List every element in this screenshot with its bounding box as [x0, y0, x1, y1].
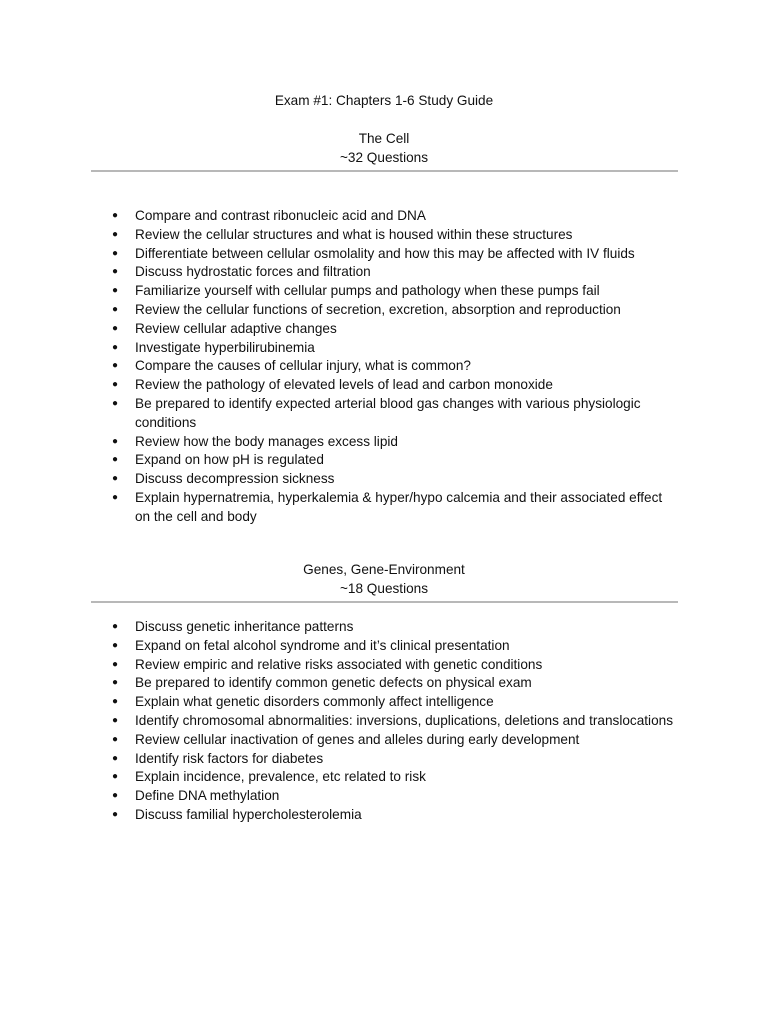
list-item: [0, 637, 768, 656]
list-item: [0, 451, 768, 470]
list-item-text: Define DNA methylation: [135, 788, 280, 804]
list-item: [0, 806, 768, 825]
section-genes-gene-environment: [0, 561, 768, 825]
list-item-text: Differentiate between cellular osmolality and how this may be affected with IV fluids: [135, 245, 635, 261]
list-item: [0, 320, 768, 339]
list-item: [0, 768, 768, 787]
list-item-text: Explain hypernatremia, hyperkalemia & hyper/hypo calcemia and their associated effect on the cell and body: [135, 489, 663, 524]
list-item-text: Investigate hyperbilirubinemia: [135, 339, 315, 355]
question-count: ~18 Questions: [339, 580, 429, 596]
list-item-text: Compare the causes of cellular injury, what is common?: [135, 358, 471, 374]
document-title: Exam #1: Chapters 1-6 Study Guide: [274, 93, 494, 108]
bullet-icon: ●: [112, 808, 119, 820]
list-item-text: Expand on fetal alcohol syndrome and it’s clinical presentation: [135, 637, 510, 653]
list-item: [0, 433, 768, 452]
list-item-text: Review empiric and relative risks associated with genetic conditions: [135, 656, 543, 672]
bullet-icon: ●: [112, 473, 119, 485]
list-item: [0, 207, 768, 226]
list-item-text: Review the pathology of elevated levels of lead and carbon monoxide: [135, 377, 553, 393]
bullet-icon: ●: [112, 360, 119, 372]
list-item-text: Review the cellular functions of secretion, excretion, absorption and reproduction: [135, 301, 621, 317]
list-item: [0, 301, 768, 320]
section-heading: Genes, Gene-Environment: [303, 562, 465, 577]
list-item: [0, 376, 768, 395]
list-item-text: Be prepared to identify common genetic defects on physical exam: [135, 675, 532, 691]
section-the-cell: [0, 130, 768, 527]
study-topic-list: [0, 618, 768, 825]
bullet-icon: ●: [112, 266, 119, 278]
bullet-icon: ●: [112, 677, 119, 689]
list-item: [0, 357, 768, 376]
bullet-icon: ●: [112, 696, 119, 708]
bullet-icon: ●: [112, 491, 119, 503]
list-item-text: Identify chromosomal abnormalities: inversions, duplications, deletions and translocations: [135, 712, 673, 728]
list-item-text: Discuss decompression sickness: [135, 471, 335, 487]
list-item-text: Review cellular adaptive changes: [135, 320, 337, 336]
bullet-icon: ●: [112, 285, 119, 297]
bullet-icon: ●: [112, 454, 119, 466]
bullet-icon: ●: [112, 771, 119, 783]
list-item-text: Discuss familial hypercholesterolemia: [135, 806, 362, 822]
question-count: ~32 Questions: [339, 149, 429, 165]
bullet-icon: ●: [112, 621, 119, 632]
list-item-text: Be prepared to identify expected arterial blood gas changes with various physiologic conditions: [135, 395, 641, 430]
list-item: [0, 245, 768, 264]
bullet-icon: ●: [112, 247, 119, 259]
list-item: [0, 656, 768, 675]
list-item-text: Identify risk factors for diabetes: [135, 750, 324, 766]
list-item-text: Expand on how pH is regulated: [135, 452, 324, 468]
list-item: [0, 263, 768, 282]
list-item: [0, 787, 768, 806]
list-item: [0, 618, 768, 637]
bullet-icon: ●: [112, 790, 119, 802]
bullet-icon: ●: [112, 397, 119, 409]
section-heading: The Cell: [358, 131, 410, 146]
list-item-text: Discuss hydrostatic forces and filtration: [135, 264, 371, 280]
bullet-icon: ●: [112, 228, 119, 240]
list-item: [0, 395, 768, 433]
section-divider: [91, 601, 678, 603]
bullet-icon: ●: [112, 658, 119, 670]
bullet-icon: ●: [112, 341, 119, 353]
list-item: [0, 712, 768, 731]
list-item-text: Explain incidence, prevalence, etc related to risk: [135, 769, 426, 785]
list-item: [0, 489, 768, 527]
list-item-text: Compare and contrast ribonucleic acid and DNA: [135, 208, 426, 223]
bullet-icon: ●: [112, 322, 119, 334]
list-item: [0, 731, 768, 750]
list-item-text: Review how the body manages excess lipid: [135, 433, 398, 449]
list-item-text: Review cellular inactivation of genes and alleles during early development: [135, 731, 580, 747]
list-item: [0, 674, 768, 693]
bullet-icon: ●: [112, 733, 119, 745]
list-item: [0, 750, 768, 769]
list-item: [0, 470, 768, 489]
bullet-icon: ●: [112, 435, 119, 447]
bullet-icon: ●: [112, 639, 119, 651]
study-topic-list: [0, 207, 768, 527]
list-item-text: Review the cellular structures and what is housed within these structures: [135, 226, 573, 242]
list-item-text: Discuss genetic inheritance patterns: [135, 619, 354, 634]
bullet-icon: ●: [112, 714, 119, 726]
list-item: [0, 282, 768, 301]
section-divider: [91, 170, 678, 172]
bullet-icon: ●: [112, 752, 119, 764]
list-item-text: Familiarize yourself with cellular pumps and pathology when these pumps fail: [135, 283, 600, 299]
list-item: [0, 693, 768, 712]
bullet-icon: ●: [112, 379, 119, 391]
bullet-icon: ●: [112, 210, 119, 221]
list-item-text: Explain what genetic disorders commonly affect intelligence: [135, 694, 494, 710]
list-item: [0, 226, 768, 245]
list-item: [0, 339, 768, 358]
bullet-icon: ●: [112, 303, 119, 315]
